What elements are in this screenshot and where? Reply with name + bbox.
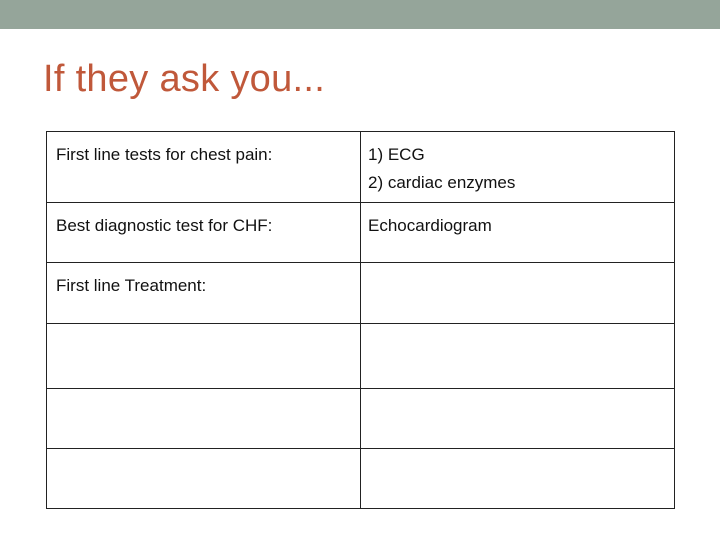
top-accent-bar bbox=[0, 0, 720, 29]
question-cell bbox=[47, 203, 361, 263]
table-row bbox=[47, 132, 675, 203]
answer-text bbox=[361, 263, 674, 272]
answer-cell bbox=[361, 449, 675, 509]
question-text bbox=[47, 449, 360, 458]
question-text: First line Treatment: bbox=[56, 276, 207, 295]
table-row bbox=[47, 263, 675, 324]
answer-line: Echocardiogram bbox=[368, 216, 492, 235]
question-cell bbox=[47, 324, 361, 389]
slide-title: If they ask you... bbox=[43, 58, 326, 100]
answer-text bbox=[361, 132, 674, 197]
answer-cell bbox=[361, 324, 675, 389]
qa-table bbox=[46, 131, 675, 509]
answer-cell bbox=[361, 389, 675, 449]
table-row bbox=[47, 203, 675, 263]
question-text bbox=[47, 324, 360, 333]
question-cell bbox=[47, 263, 361, 324]
answer-text bbox=[361, 203, 674, 240]
answer-cell bbox=[361, 132, 675, 203]
answer-text bbox=[361, 449, 674, 458]
question-text bbox=[47, 389, 360, 398]
answer-cell bbox=[361, 203, 675, 263]
answer-line: 1) ECG bbox=[368, 145, 425, 164]
question-cell bbox=[47, 449, 361, 509]
table-row bbox=[47, 449, 675, 509]
answer-line: 2) cardiac enzymes bbox=[368, 173, 516, 192]
answer-text bbox=[361, 389, 674, 398]
question-text: First line tests for chest pain: bbox=[56, 145, 273, 164]
answer-cell bbox=[361, 263, 675, 324]
question-cell bbox=[47, 389, 361, 449]
question-text: Best diagnostic test for CHF: bbox=[56, 216, 273, 235]
question-cell bbox=[47, 132, 361, 203]
answer-text bbox=[361, 324, 674, 333]
table-row bbox=[47, 324, 675, 389]
table-row bbox=[47, 389, 675, 449]
